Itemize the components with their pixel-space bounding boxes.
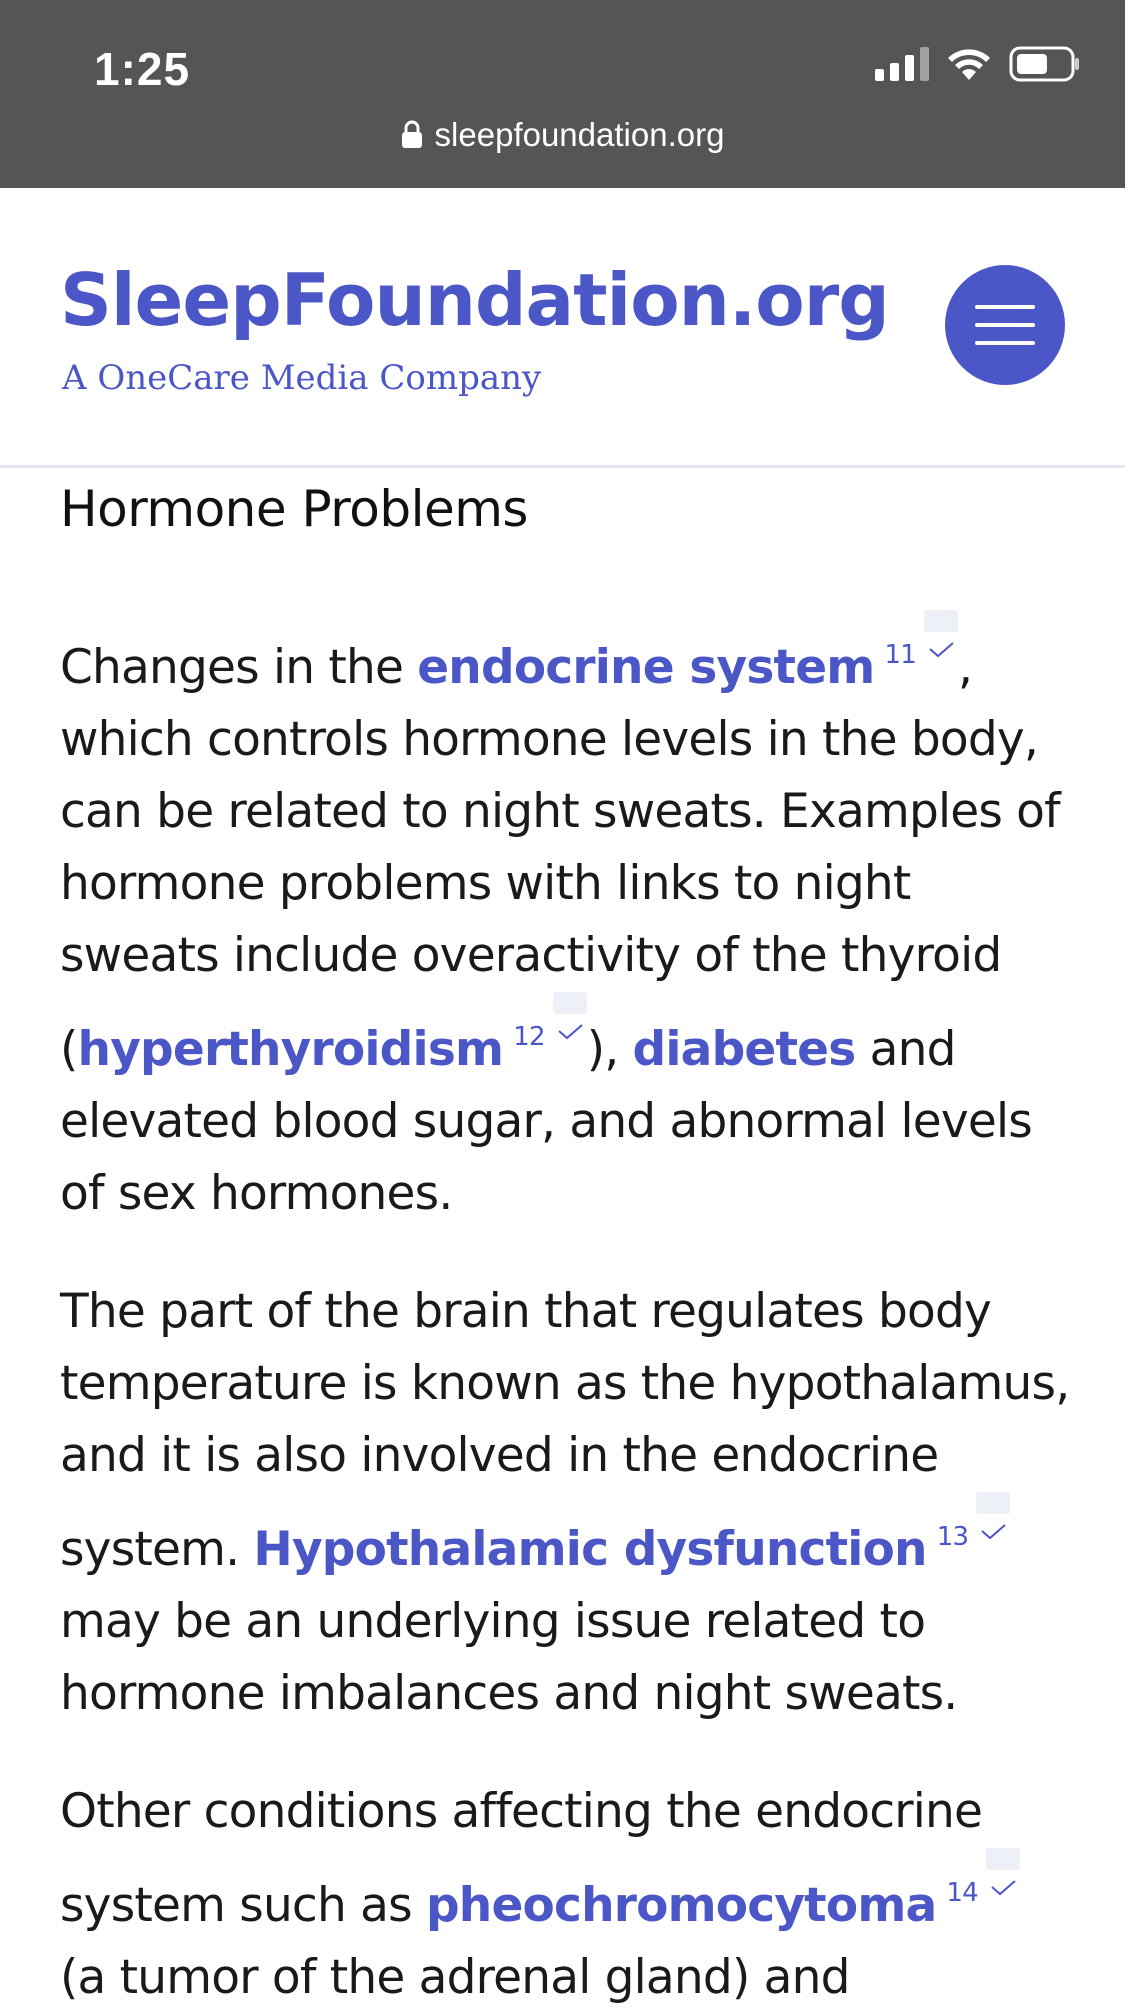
url-text: sleepfoundation.org bbox=[434, 116, 725, 153]
battery-icon bbox=[1009, 46, 1081, 82]
paragraph: The part of the brain that regulates body temperature is known as the hypothalamus, and it is also involved in the endocrine system. Hypothalamic dysfunction $^{13}$ may be an underlying issue related to hormone imbalances and night sweats. bbox=[60, 1284, 1070, 1721]
site-header bbox=[0, 188, 1125, 468]
menu-button[interactable] bbox=[945, 265, 1065, 385]
status-time: 1:25 bbox=[94, 43, 191, 95]
check-icon bbox=[986, 1848, 1020, 1870]
site-tagline: A OneCare Media Company bbox=[62, 358, 542, 398]
citation-number[interactable]: 12 bbox=[513, 1022, 545, 1052]
cellular-signal-icon bbox=[875, 47, 929, 81]
citation-number[interactable]: 14 bbox=[946, 1878, 978, 1908]
paragraph: Other conditions affecting the endocrine system such as pheochromocytoma $^{14}$ (a tumor of the adrenal gland) and bbox=[60, 1776, 1070, 2014]
check-icon bbox=[976, 1492, 1010, 1514]
site-logo[interactable]: SleepFoundation.org bbox=[60, 258, 889, 342]
link-endocrine-system[interactable]: endocrine system bbox=[417, 640, 875, 695]
url-bar[interactable] bbox=[0, 116, 1125, 154]
link-diabetes[interactable]: diabetes bbox=[632, 1022, 856, 1077]
wifi-icon bbox=[945, 46, 993, 82]
link-hypothalamic-dysfunction[interactable]: Hypothalamic dysfunction bbox=[253, 1522, 927, 1577]
status-icons bbox=[875, 46, 1081, 82]
article-content bbox=[60, 468, 1070, 2014]
check-icon bbox=[553, 992, 587, 1014]
citation-number[interactable]: 11 bbox=[884, 640, 916, 670]
section-heading: Hormone Problems bbox=[60, 480, 528, 538]
status-bar bbox=[0, 0, 1125, 188]
link-hyperthyroidism[interactable]: hyperthyroidism bbox=[77, 1022, 504, 1077]
paragraph: Changes in the endocrine system $^{11}$ , which controls hormone levels in the body, can be related to night sweats. Examples of hormone problems with links to night sweats include overactivity of the thyroid (hyperthyroidism $^{12}$ ), diabetes and elevated blood sugar, and abnormal levels of sex hormones. bbox=[60, 610, 1070, 1230]
check-icon bbox=[924, 610, 958, 632]
link-pheochromocytoma[interactable]: pheochromocytoma bbox=[425, 1878, 937, 1933]
citation-number[interactable]: 13 bbox=[936, 1522, 969, 1552]
lock-icon bbox=[401, 119, 423, 149]
hamburger-icon bbox=[975, 305, 1035, 309]
